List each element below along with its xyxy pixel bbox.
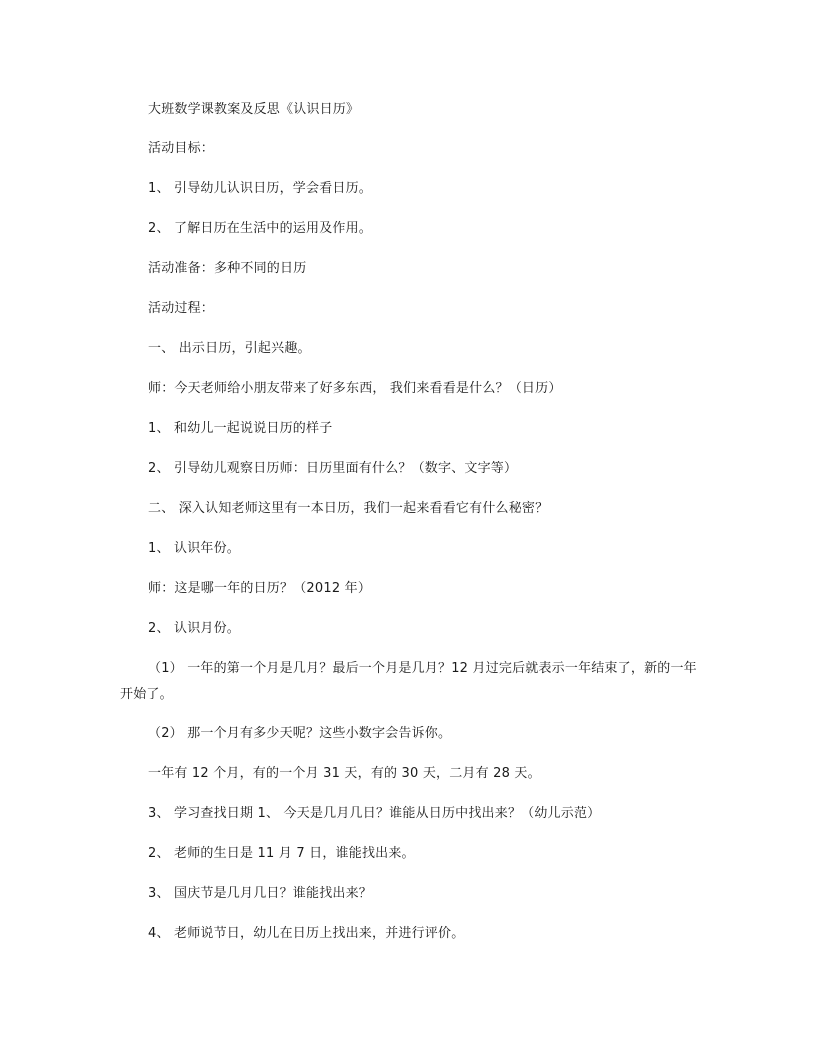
text-line: 2、 了解日历在生活中的运用及作用。 [148,221,373,236]
text-paragraph: （1） 一年的第一个月是几月？最后一个月是几月？12 月过完后就表示一年结束了，新的一年开始了。 [120,661,697,702]
text-line: 师：今天老师给小朋友带来了好多东西， 我们来看看是什么？（日历） [148,381,562,396]
text-line: 一年有 12 个月，有的一个月 31 天，有的 30 天，二月有 28 天。 [148,766,541,781]
text-line: 3、 学习查找日期 1、 今天是几月几日？谁能从日历中找出来？（幼儿示范） [148,806,601,821]
text-line: 1、 认识年份。 [148,541,241,556]
section-heading-process: 活动过程： [148,301,215,316]
text-line: 二、 深入认知老师这里有一本日历，我们一起来看看它有什么秘密？ [148,501,549,516]
text-line: 3、 国庆节是几月几日？谁能找出来？ [148,886,373,901]
text-line: 1、 和幼儿一起说说日历的样子 [148,421,333,436]
text-line: 1、 引导幼儿认识日历，学会看日历。 [148,181,373,196]
document-title: 大班数学课教案及反思《认识日历》 [148,102,360,117]
text-line: 师：这是哪一年的日历？（2012 年） [148,581,372,596]
text-line: 2、 认识月份。 [148,621,241,636]
text-line: 4、 老师说节日，幼儿在日历上找出来，并进行评价。 [148,926,465,941]
text-line: （2） 那一个月有多少天呢？这些小数字会告诉你。 [148,726,452,741]
text-line: 一、 出示日历，引起兴趣。 [148,341,311,356]
text-line: 2、 引导幼儿观察日历师：日历里面有什么？（数字、文字等） [148,461,518,476]
text-line: 2、 老师的生日是 11 月 7 日，谁能找出来。 [148,846,415,861]
section-heading-goals: 活动目标： [148,141,215,156]
section-heading-preparation: 活动准备：多种不同的日历 [148,261,307,276]
